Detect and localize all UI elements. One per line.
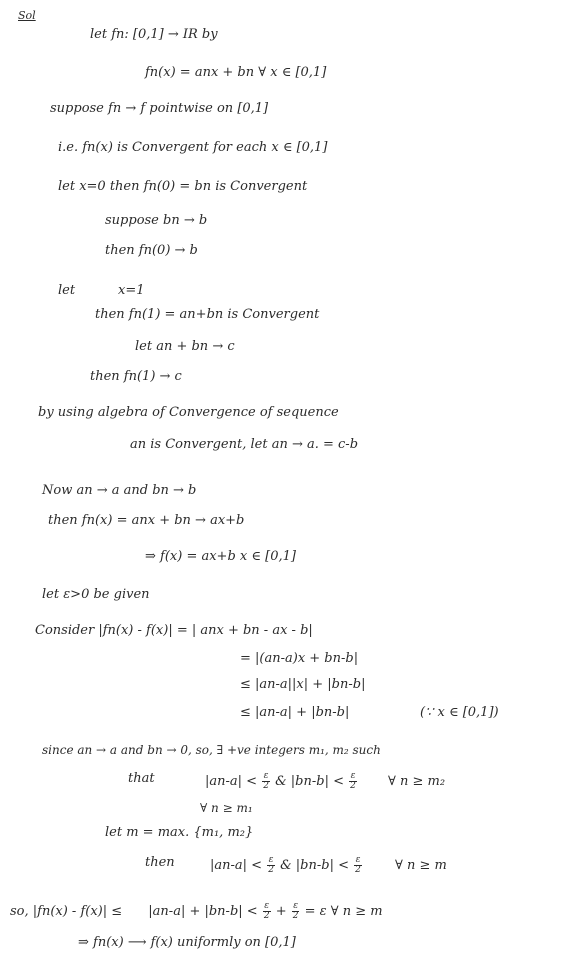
sol-heading: Sol [18, 9, 36, 22]
line-define-fn: let fn: [0,1] → IR by [90, 27, 218, 42]
line-forall-m1: ∀ n ≥ m₁ [200, 801, 253, 815]
line-then-label: then [145, 855, 175, 870]
epsilon-half-fraction: $\frac{\varepsilon}{2}$ [355, 855, 361, 875]
bn-bound: & |bn-b| < [275, 774, 344, 789]
line-algebra: by using algebra of Convergence of sequence [38, 405, 339, 420]
line-an-convergent: an is Convergent, let an → a. = c-b [130, 437, 359, 452]
for-all-n-m2: ∀ n ≥ m₂ [388, 774, 446, 789]
so-rhs: = ε ∀ n ≥ m [304, 904, 383, 919]
plus-sign: + [275, 904, 287, 919]
line-step-3: ≤ |an-a| + |bn-b| [240, 705, 350, 720]
line-then-fn0: then fn(0) → b [105, 243, 198, 258]
line-x1: x=1 [118, 283, 145, 298]
line-suppose-bn: suppose bn → b [105, 213, 208, 228]
line-then-fn1-c: then fn(1) → c [90, 369, 182, 384]
so-lhs: so, |fn(x) - f(x)| ≤ [10, 904, 123, 919]
epsilon-half-fraction: $\frac{\varepsilon}{2}$ [263, 771, 269, 791]
line-suppose-pointwise: suppose fn → f pointwise on [0,1] [50, 101, 269, 116]
line-since: since an → a and bn → 0, so, ∃ +ve integers m₁, m₂ such [42, 743, 381, 757]
line-ie-convergent: i.e. fn(x) is Convergent for each x ∈ [0,1] [58, 140, 328, 155]
an-bound: |an-a| < [210, 858, 263, 873]
line-that: that [128, 771, 155, 786]
line-consider: Consider |fn(x) - f(x)| = | anx + bn - ax - b| [35, 623, 313, 638]
line-then-fn1: then fn(1) = an+bn is Convergent [95, 307, 320, 322]
epsilon-half-fraction: $\frac{\varepsilon}{2}$ [292, 901, 299, 921]
so-mid: |an-a| + |bn-b| < [148, 904, 258, 919]
line-then-ineq [210, 856, 447, 875]
bn-bound: & |bn-b| < [280, 858, 349, 873]
line-let-m-max: let m = max. {m₁, m₂} [105, 825, 254, 840]
line-so-final [10, 902, 383, 921]
line-step-3-reason: (∵ x ∈ [0,1]) [420, 705, 499, 720]
line-that-ineq [205, 772, 445, 791]
line-conclusion: ⇒ fn(x) ⟶ f(x) uniformly on [0,1] [78, 935, 296, 950]
line-let-an-bn: let an + bn → c [135, 339, 235, 354]
line-epsilon-given: let ε>0 be given [42, 587, 150, 602]
line-now: Now an → a and bn → b [42, 483, 197, 498]
line-f-formula: ⇒ f(x) = ax+b x ∈ [0,1] [145, 549, 296, 564]
an-bound: |an-a| < [205, 774, 258, 789]
for-all-n-m: ∀ n ≥ m [395, 858, 447, 873]
line-step-1: = |(an-a)x + bn-b| [240, 651, 359, 666]
epsilon-half-fraction: $\frac{\varepsilon}{2}$ [263, 901, 270, 921]
line-let-x0: let x=0 then fn(0) = bn is Convergent [58, 179, 308, 194]
line-fn-formula: fn(x) = anx + bn ∀ x ∈ [0,1] [145, 65, 327, 80]
epsilon-half-fraction: $\frac{\varepsilon}{2}$ [350, 771, 356, 791]
line-then-limit: then fn(x) = anx + bn → ax+b [48, 513, 245, 528]
epsilon-half-fraction: $\frac{\varepsilon}{2}$ [268, 855, 274, 875]
line-step-2: ≤ |an-a||x| + |bn-b| [240, 677, 366, 692]
line-let-label: let [58, 283, 76, 298]
